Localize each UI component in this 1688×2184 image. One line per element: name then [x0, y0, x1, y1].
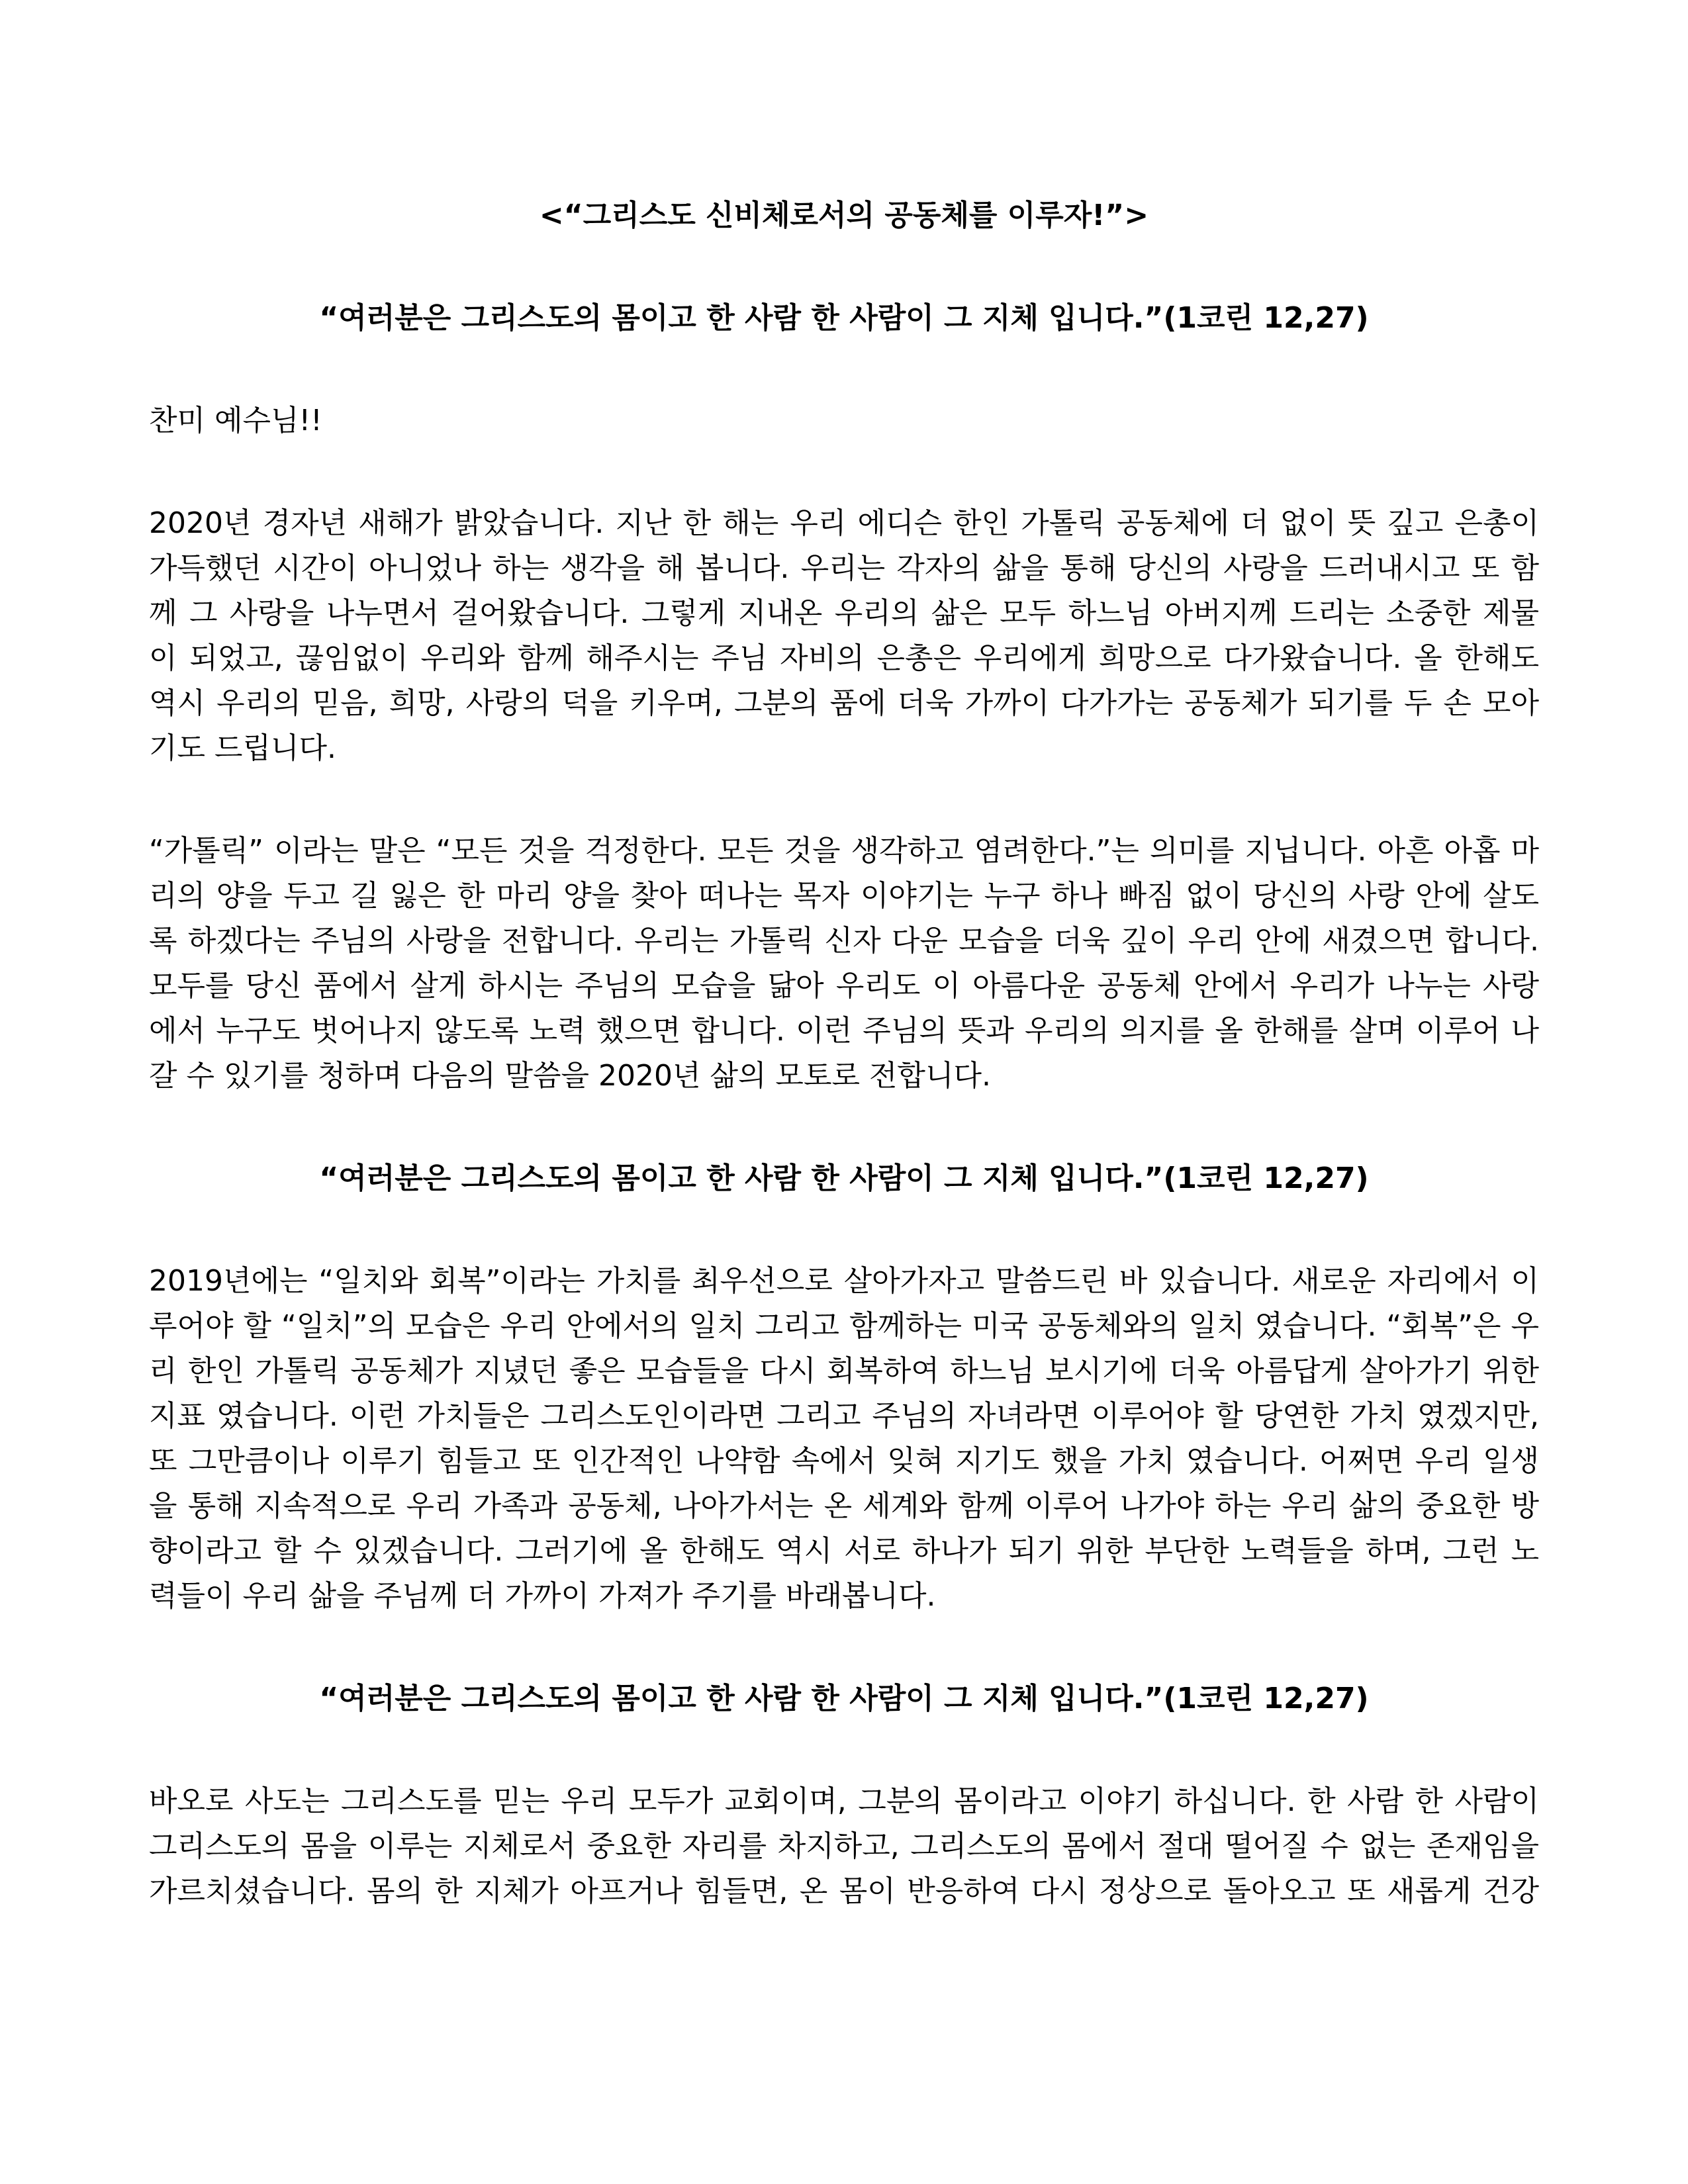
paragraph-line: 그리스도의 몸을 이루는 지체로서 중요한 자리를 차지하고, 그리스도의 몸에서 절대 떨어질 수 없는 존재임을	[149, 1829, 1539, 1863]
paragraph-line: 이 되었고, 끊임없이 우리와 함께 해주시는 주님 자비의 은총은 우리에게 희망으로 다가왔습니다. 올 한해도	[149, 641, 1539, 675]
paragraph-line: 리 한인 가톨릭 공동체가 지녔던 좋은 모습들을 다시 회복하여 하느님 보시기에 더욱 아름답게 살아가기 위한	[149, 1354, 1539, 1388]
paragraph-line: 갈 수 있기를 청하며 다음의 말씀을 2020년 삶의 모토로 전합니다.	[149, 1059, 991, 1093]
paragraph-line: 을 통해 지속적으로 우리 가족과 공동체, 나아가서는 온 세계와 함께 이루어 나가야 하는 우리 삶의 중요한 방	[149, 1489, 1539, 1523]
paragraph-line: 록 하겠다는 주님의 사랑을 전합니다. 우리는 가톨릭 신자 다운 모습을 더욱 깊이 우리 안에 새겼으면 합니다.	[149, 924, 1539, 958]
paragraph-line: 가득했던 시간이 아니었나 하는 생각을 해 봅니다. 우리는 각자의 삶을 통해 당신의 사랑을 드러내시고 또 함	[149, 551, 1539, 585]
paragraph-line: 역시 우리의 믿음, 희망, 사랑의 덕을 키우며, 그분의 품에 더욱 가까이 다가가는 공동체가 되기를 두 손 모아	[149, 686, 1539, 720]
paragraph-line: 루어야 할 “일치”의 모습은 우리 안에서의 일치 그리고 함께하는 미국 공동체와의 일치 였습니다. “회복”은 우	[149, 1309, 1539, 1343]
paragraph-line: 바오로 사도는 그리스도를 믿는 우리 모두가 교회이며, 그분의 몸이라고 이야기 하십니다. 한 사람 한 사람이	[149, 1784, 1539, 1818]
paragraph-line: 에서 누구도 벗어나지 않도록 노력 했으면 합니다. 이런 주님의 뜻과 우리의 의지를 올 한해를 살며 이루어 나	[149, 1014, 1539, 1048]
motto-heading: “여러분은 그리스도의 몸이고 한 사람 한 사람이 그 지체 입니다.”(1코린 12,27)	[319, 1682, 1369, 1715]
paragraph-line: 께 그 사랑을 나누면서 걸어왔습니다. 그렇게 지내온 우리의 삶은 모두 하느님 아버지께 드리는 소중한 제물	[149, 596, 1539, 630]
paragraph-line: 모두를 당신 품에서 살게 하시는 주님의 모습을 닮아 우리도 이 아름다운 공동체 안에서 우리가 나누는 사랑	[149, 969, 1539, 1003]
paragraph-line: 력들이 우리 삶을 주님께 더 가까이 가져가 주기를 바래봅니다.	[149, 1579, 936, 1613]
paragraph-line: 가르치셨습니다. 몸의 한 지체가 아프거나 힘들면, 온 몸이 반응하여 다시 정상으로 돌아오고 또 새롭게 건강	[149, 1874, 1539, 1908]
motto-heading: “여러분은 그리스도의 몸이고 한 사람 한 사람이 그 지체 입니다.”(1코린 12,27)	[319, 301, 1369, 335]
paragraph-line: 리의 양을 두고 길 잃은 한 마리 양을 찾아 떠나는 목자 이야기는 누구 하나 빠짐 없이 당신의 사랑 안에 살도	[149, 879, 1539, 913]
paragraph-line: 2019년에는 “일치와 회복”이라는 가치를 최우선으로 살아가자고 말씀드린 바 있습니다. 새로운 자리에서 이	[149, 1264, 1540, 1298]
motto-heading: “여러분은 그리스도의 몸이고 한 사람 한 사람이 그 지체 입니다.”(1코린 12,27)	[319, 1161, 1369, 1195]
paragraph-line: 또 그만큼이나 이루기 힘들고 또 인간적인 나약함 속에서 잊혀 지기도 했을 가치 였습니다. 어쩌면 우리 일생	[149, 1444, 1539, 1478]
paragraph-line: 2020년 경자년 새해가 밝았습니다. 지난 한 해는 우리 에디슨 한인 가톨릭 공동체에 더 없이 뜻 깊고 은총이	[149, 506, 1539, 540]
paragraph-line: 지표 였습니다. 이런 가치들은 그리스도인이라면 그리고 주님의 자녀라면 이루어야 할 당연한 가치 였겠지만,	[149, 1399, 1539, 1433]
paragraph-line: 기도 드립니다.	[149, 731, 336, 765]
paragraph-line: “가톨릭” 이라는 말은 “모든 것을 걱정한다. 모든 것을 생각하고 염려한다.”는 의미를 지닙니다. 아흔 아홉 마	[149, 834, 1539, 868]
greeting: 찬미 예수님!!	[149, 404, 322, 437]
paragraph-line: 향이라고 할 수 있겠습니다. 그러기에 올 한해도 역시 서로 하나가 되기 위한 부단한 노력들을 하며, 그런 노	[149, 1534, 1539, 1568]
document-title: <“그리스도 신비체로서의 공동체를 이루자!”>	[539, 199, 1149, 232]
